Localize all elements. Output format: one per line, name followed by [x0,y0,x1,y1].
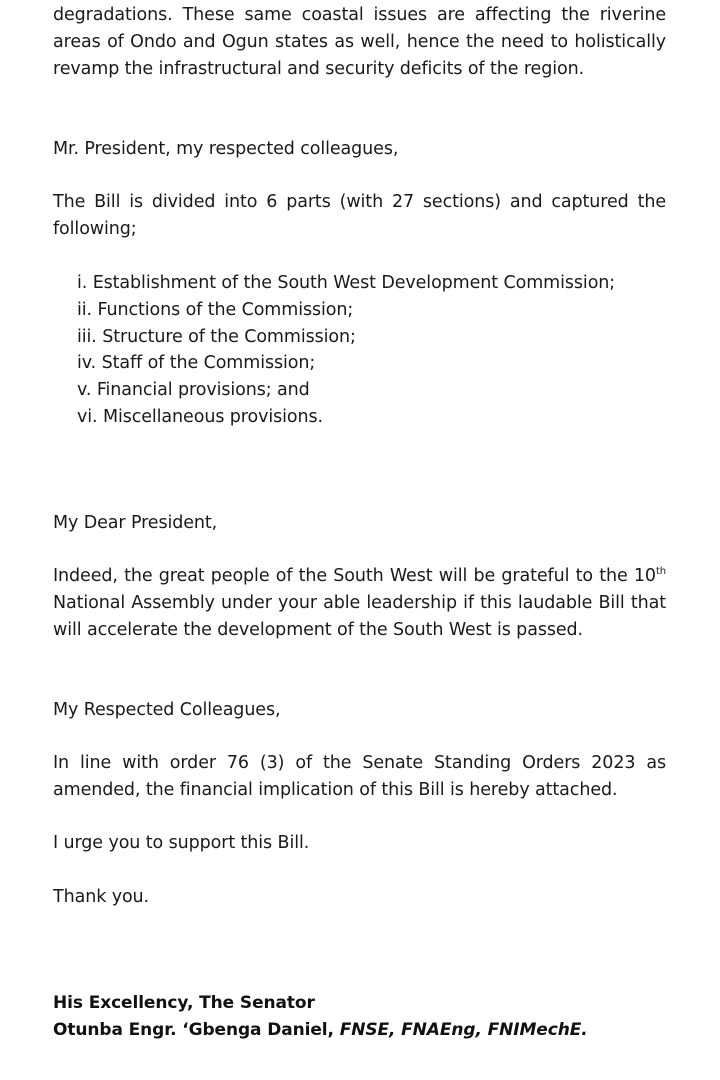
list-item: ii. Functions of the Commission; [77,299,354,320]
salutation-respected-colleagues: My Respected Colleagues, [53,700,281,720]
list-item: i. Establishment of the South West Development Commission; [77,273,616,293]
signature-name-line [53,1017,588,1044]
assembly-number: 10 [633,566,656,586]
salutation-dear-president: My Dear President, [53,513,218,533]
signature-title: His Excellency, The Senator [53,993,315,1013]
list-item: vi. Miscellaneous provisions. [77,406,323,427]
signature-name: Otunba Engr. ‘Gbenga Daniel, [53,1020,340,1040]
signature-credentials: FNSE, FNAEng, FNIMechE. [339,1020,588,1040]
indeed-text-end: National Assembly under your able leadership if this laudable Bill that will accelerate the development of the South West is passed. [53,593,666,640]
list-item: v. Financial provisions; and [77,380,310,401]
signature-block [53,990,588,1044]
salutation-mr-president: Mr. President, my respected colleagues, [53,139,399,159]
bill-parts-list [77,270,615,431]
indeed-text-start: Indeed, the great people of the South West will be grateful to the [53,566,634,586]
closing-thank-you: Thank you. [53,887,150,907]
ordinal-suffix: th [655,566,666,577]
paragraph-bill-intro: The Bill is divided into 6 parts (with 27 sections) and captured the following; [53,192,666,239]
list-item: iv. Staff of the Commission; [77,353,316,374]
paragraph-urge-support: I urge you to support this Bill. [53,833,310,853]
list-item: iii. Structure of the Commission; [77,326,356,347]
paragraph-indeed [53,563,666,644]
paragraph-coastal-issues: degradations. These same coastal issues are affecting the riverine areas of Ondo and Ogun states as well, hence the need to holistically revamp the infrastructural and security deficits of the region. [53,5,666,79]
paragraph-standing-orders: In line with order 76 (3) of the Senate Standing Orders 2023 as amended, the financial implication of this Bill is hereby attached. [53,753,666,800]
